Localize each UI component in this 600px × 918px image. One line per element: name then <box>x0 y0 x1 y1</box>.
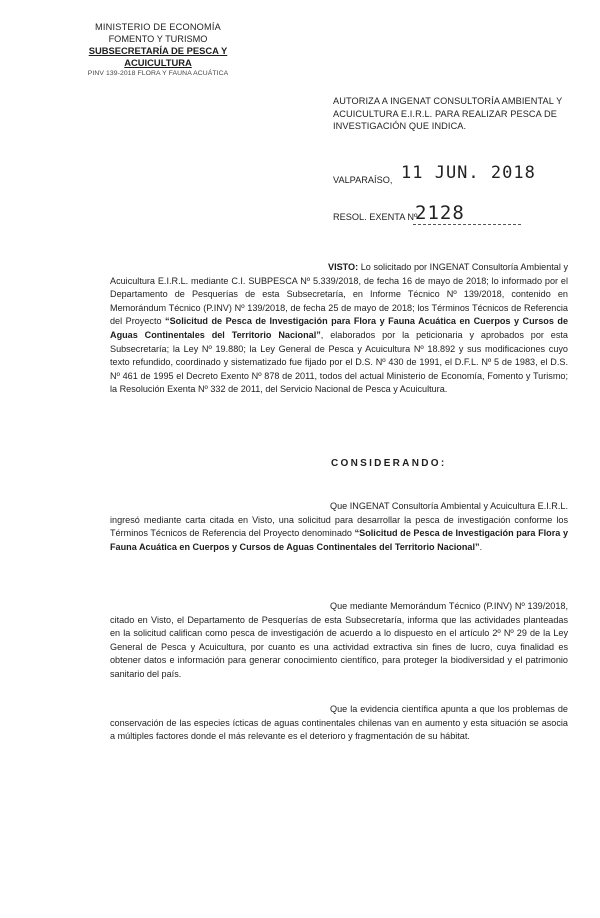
resolution-underline <box>413 224 521 225</box>
visto-project-title: “Solicitud de Pesca de Investigación para Flora y Fauna Acuática en Cuerpos y Cursos de Aguas Continentales del Territorio Nacional” <box>110 316 568 340</box>
p1-text-b: . <box>479 541 483 552</box>
p3-text: Que la evidencia científica apunta a que los problemas de conservación de las especies ícticas de aguas continentales chilenas van en aumento y esta situación se asocia a múltiples factores donde el más relevante es el deterioro y fragmentación de su hábitat. <box>110 704 568 742</box>
p1-text-a: Que INGENAT Consultoría Ambiental y Acuicultura E.I.R.L. ingresó mediante carta citada en Visto, una solicitud para desarrollar la pesca de investigación conforme los Términos Técnicos de Referencia del Proyecto denominado <box>110 501 568 539</box>
considerando-paragraph-3 <box>110 703 568 744</box>
p1-project-title: “Solicitud de Pesca de Investigación para Flora y Fauna Acuática en Cuerpos y Cursos de Aguas Continentales del Territorio Nacional” <box>110 528 568 552</box>
city-label: VALPARAÍSO, <box>333 175 393 185</box>
visto-text-b: , elaborados por la peticionaria y aprobados por esta Subsecretaría; la Ley Nº 19.880; la Ley General de Pesca y Acuicultura Nº 18.892 y sus modificaciones cuyo texto refundido, coordinado y sistematizado fue fijado por el D.S. Nº 430 de 1991, el D.F.L. Nº 5 de 1983, el D.S. Nº 461 de 1995 el Decreto Exento Nº 878 de 2011, todos del actual Ministerio de Economía, Fomento y Turismo; la Resolución Exenta Nº 332 de 2011, del Servicio Nacional de Pesca y Acuicultura. <box>110 329 568 395</box>
ministry-name: MINISTERIO DE ECONOMÍA <box>95 22 221 32</box>
visto-label: VISTO: <box>328 262 359 272</box>
p2-text: Que mediante Memorándum Técnico (P.INV) Nº 139/2018, citado en Visto, el Departamento de Pesquerías de esta Subsecretaría, informa que las actividades planteadas en la solicitud califican como pesca de investigación de acuerdo a lo dispuesto en el artículo 2º Nº 29 de la Ley General de Pesca y Acuicultura, por cuanto es una actividad extractiva sin fines de lucro, cuya finalidad es obtener datos e información para generar conocimiento científico, para proteger la biodiversidad y el patrimonio sanitario del país. <box>110 601 568 679</box>
considerando-paragraph-2 <box>110 600 568 682</box>
resolution-label: RESOL. EXENTA Nº <box>333 212 418 222</box>
letterhead <box>58 22 258 80</box>
date-stamp: 11 JUN. 2018 <box>401 163 536 183</box>
resolution-subject: AUTORIZA A INGENAT CONSULTORÍA AMBIENTAL Y ACUICULTURA E.I.R.L. PARA REALIZAR PESCA DE INVESTIGACIÓN QUE INDICA. <box>333 96 563 132</box>
ministry-subname: FOMENTO Y TURISMO <box>108 33 208 44</box>
considerando-heading: CONSIDERANDO: <box>331 458 447 469</box>
subsecretariat-name: SUBSECRETARÍA DE PESCA Y ACUICULTURA <box>88 45 228 68</box>
considerando-paragraph-1 <box>110 500 568 554</box>
resolution-number: 2128 <box>415 202 465 224</box>
visto-text-a: Lo solicitado por INGENAT Consultoría Ambiental y Acuicultura E.I.R.L. mediante C.I. SUBPESCA Nº 5.339/2018, de fecha 16 de mayo de 2018; lo informado por el Departamento de Pesquerías de esta Subsecretaría, en Informe Técnico Nº 139/2018, contenido en Memorándum Técnico (P.INV) Nº 139/2018, de fecha 25 de mayo de 2018; los Términos Técnicos de Referencia del Proyecto <box>110 262 568 327</box>
visto-paragraph <box>110 261 568 397</box>
file-reference: PINV 139-2018 FLORA Y FAUNA ACUÁTICA <box>87 70 229 77</box>
